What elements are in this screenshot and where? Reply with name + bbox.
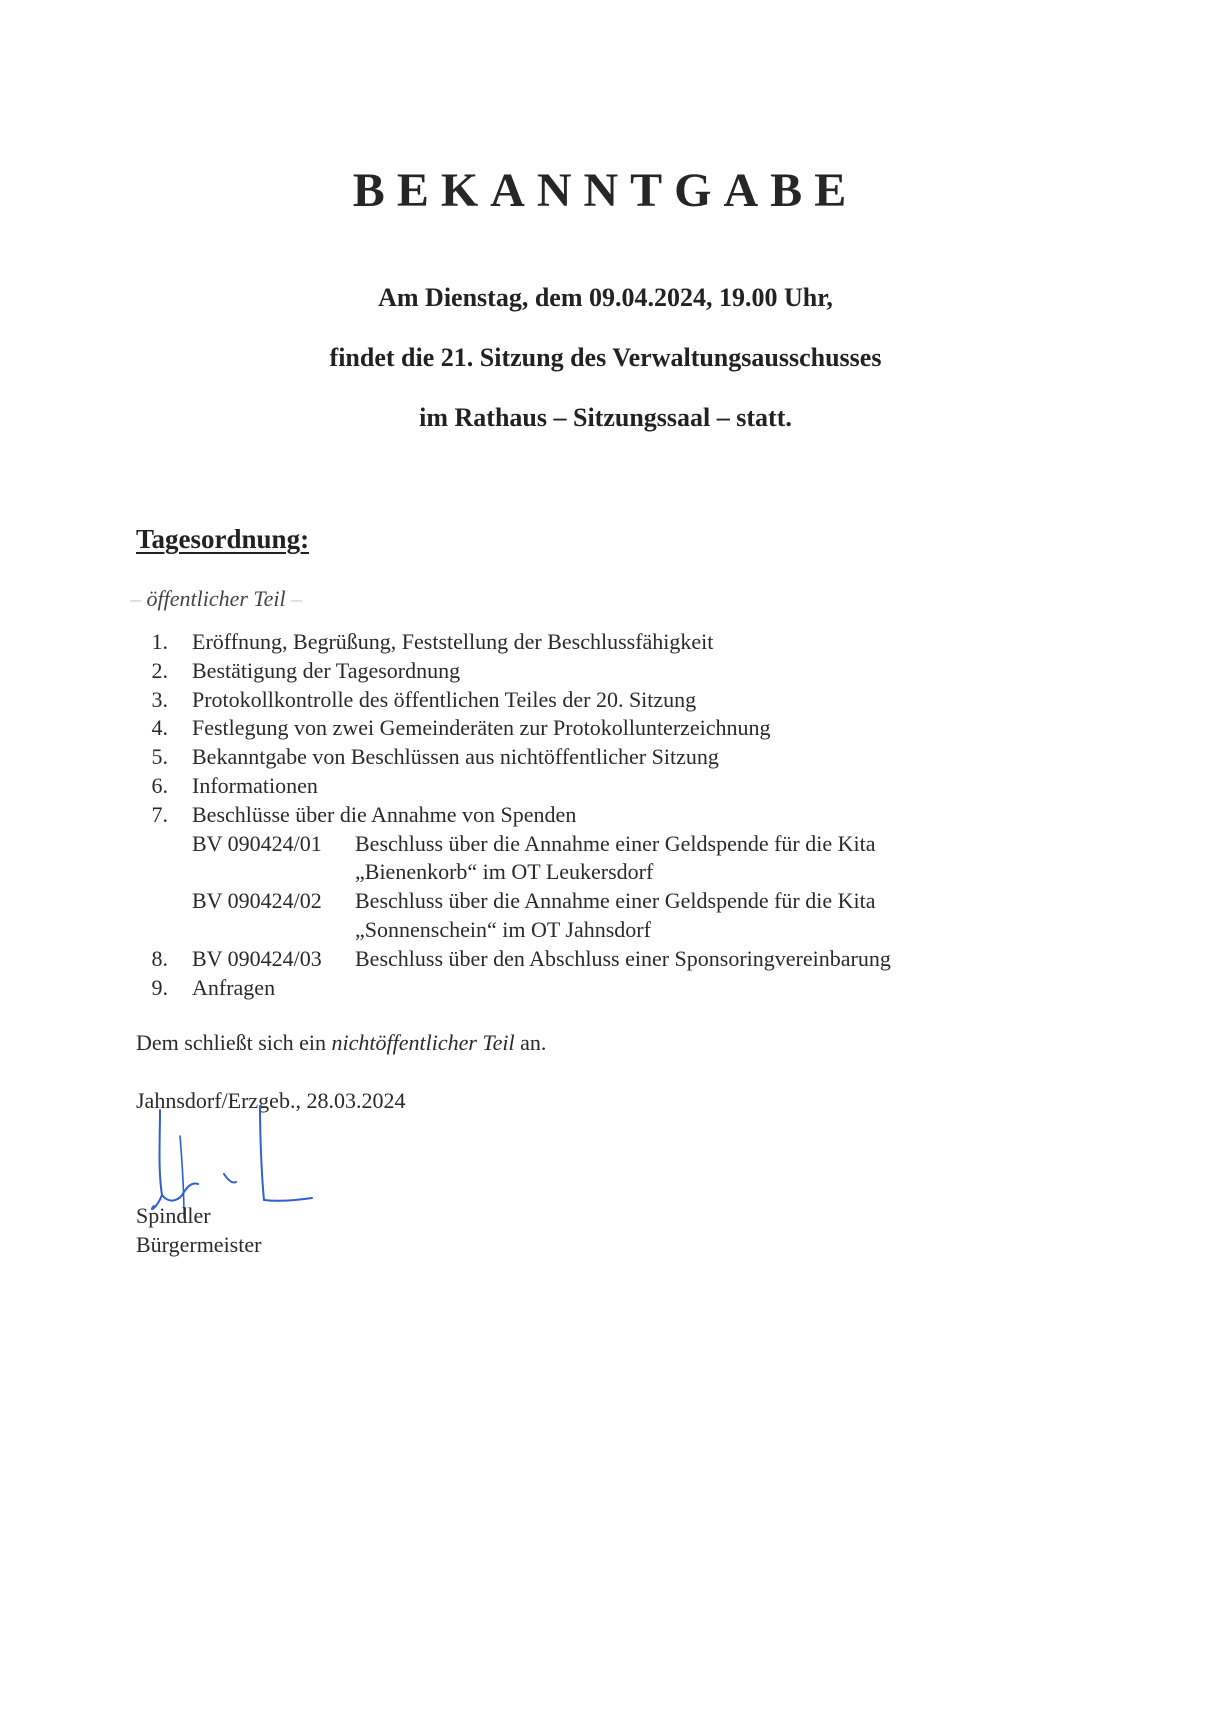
meeting-session-line: findet die 21. Sitzung des Verwaltungsausschusses <box>329 343 882 372</box>
public-part-text: öffentlicher Teil <box>146 586 286 611</box>
resolution-text-continued: „Sonnenschein“ im OT Jahnsdorf <box>355 916 651 942</box>
agenda-item-number: 6. <box>151 772 168 798</box>
public-part-dash-right: – <box>291 586 303 611</box>
signer-title: Bürgermeister <box>136 1232 262 1257</box>
signer-name: Spindler <box>136 1203 211 1228</box>
agenda-item-text: Anfragen <box>192 974 276 1000</box>
document-title: BEKANNTGABE <box>352 164 859 217</box>
public-part-dash-left: – <box>130 586 141 611</box>
agenda-item-text: Protokollkontrolle des öffentlichen Teiles der 20. Sitzung <box>192 686 697 712</box>
agenda-item-text: Beschlüsse über die Annahme von Spenden <box>192 801 577 827</box>
closing-text-before: Dem schließt sich ein <box>136 1030 327 1055</box>
agenda-item-text: Eröffnung, Begrüßung, Feststellung der Beschlussfähigkeit <box>192 629 714 654</box>
agenda-item-number: 3. <box>151 686 168 712</box>
resolution-code: BV 090424/02 <box>192 888 322 914</box>
closing-text-after: an. <box>520 1030 547 1055</box>
place-and-date: Jahnsdorf/Erzgeb., 28.03.2024 <box>136 1088 406 1113</box>
agenda-item-number: 7. <box>151 801 168 827</box>
meeting-location-line: im Rathaus – Sitzungssaal – statt. <box>419 403 792 432</box>
agenda-item-text: Informationen <box>192 772 318 798</box>
closing-sentence <box>136 1030 546 1056</box>
closing-text-italic: nichtöffentlicher Teil <box>331 1030 515 1055</box>
resolution-code: BV 090424/03 <box>192 945 322 971</box>
meeting-date-line: Am Dienstag, dem 09.04.2024, 19.00 Uhr, <box>378 283 833 312</box>
agenda-item-number: 9. <box>151 974 168 1000</box>
public-part-label <box>130 586 302 612</box>
resolution-text: Beschluss über den Abschluss einer Sponsoringvereinbarung <box>355 945 891 971</box>
agenda-item-text: Festlegung von zwei Gemeinderäten zur Protokollunterzeichnung <box>192 715 771 741</box>
agenda-item-number: 5. <box>151 744 168 770</box>
agenda-heading: Tagesordnung: <box>136 524 310 554</box>
agenda-item-text: Bestätigung der Tagesordnung <box>192 657 461 683</box>
agenda-item-number: 1. <box>151 629 168 654</box>
agenda-item-text: Bekanntgabe von Beschlüssen aus nichtöffentlicher Sitzung <box>192 744 719 770</box>
resolution-code: BV 090424/01 <box>192 830 322 856</box>
resolution-text: Beschluss über die Annahme einer Geldspende für die Kita <box>355 888 876 914</box>
resolution-text-continued: „Bienenkorb“ im OT Leukersdorf <box>355 859 654 885</box>
handwritten-signature <box>140 1100 320 1220</box>
agenda-item-number: 8. <box>151 945 168 971</box>
agenda-item-number: 2. <box>151 657 168 683</box>
resolution-text: Beschluss über die Annahme einer Geldspende für die Kita <box>355 830 876 856</box>
agenda-item-number: 4. <box>151 715 168 741</box>
